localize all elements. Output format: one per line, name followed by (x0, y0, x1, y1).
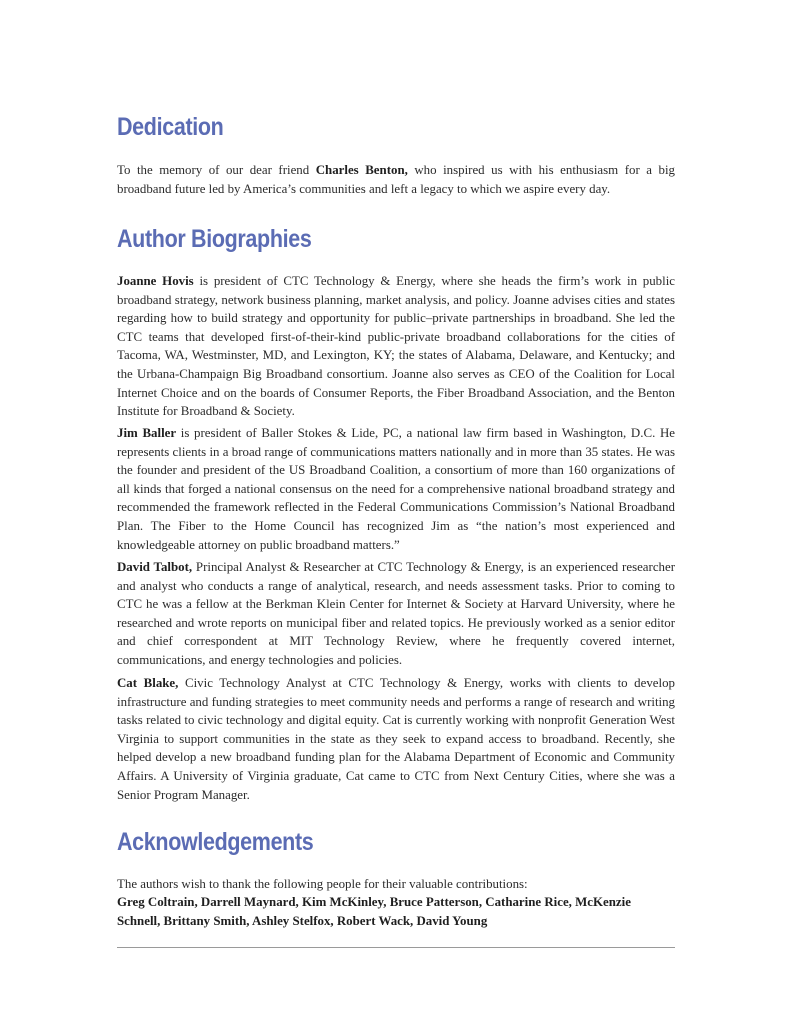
bio-jim-baller (117, 424, 675, 554)
dedication-name: Charles Benton, (315, 163, 408, 177)
dedication-paragraph (117, 161, 675, 198)
bio-joanne-hovis (117, 272, 675, 421)
bio-text: Civic Technology Analyst at CTC Technology & Energy, works with clients to develop infrastructure and funding strategies to meet community needs and performs a range of research and writing tasks related to civic technology and digital equity. Cat is currently working with nonprofit Generation West Virginia to support communities in the state as they seek to expand access to broadband. Recently, she helped develop a new broadband funding plan for the Alabama Department of Economic and Community Affairs. A University of Virginia graduate, Cat came to CTC from Next Century Cities, where she was a Senior Program Manager. (117, 676, 675, 802)
bio-name: Cat Blake, (117, 676, 179, 690)
bio-name: Jim Baller (117, 426, 177, 440)
dedication-pre: To the memory of our dear friend (117, 163, 316, 177)
footer-divider (117, 947, 675, 948)
bio-name: David Talbot, (117, 560, 193, 574)
bio-text: is president of Baller Stokes & Lide, PC, a national law firm based in Washington, D.C. He represents clients in a broad range of communications matters nationally and in more than 35 states. He was the founder and president of the US Broadband Coalition, a consortium of more than 160 organizations of all kinds that forged a national consensus on the need for a comprehensive national broadband strategy and recommended the framework reflected in the Federal Communications Commission’s National Broadband Plan. The Fiber to the Home Council has recognized Jim as “the nation’s most experienced and knowledgeable attorney on public broadband matters.” (117, 426, 675, 552)
bio-text: Principal Analyst & Researcher at CTC Technology & Energy, is an experienced researcher and analyst who conducts a range of analytical, research, and needs assessment tasks. Prior to coming to CTC he was a fellow at the Berkman Klein Center for Internet & Society at Harvard University, where he researched and wrote reports on municipal fiber and related topics. He previously worked as a senior editor and chief correspondent at MIT Technology Review, where he frequently covered internet, communications, and energy technologies and policies. (117, 560, 676, 667)
dedication-post: who inspired us with his enthusiasm for a big broadband future led by America’s communities and left a legacy to which we aspire every day. (117, 163, 675, 196)
author-biographies-heading: Author Biographies (117, 225, 312, 253)
bio-cat-blake (117, 674, 675, 804)
bio-name: Joanne Hovis (117, 274, 194, 288)
bio-text: is president of CTC Technology & Energy, where she heads the firm’s work in public broadband strategy, network business planning, market analysis, and policy. Joanne advises cities and states regarding how to build strategy and opportunity for public–private partnerships in broadband. She led the CTC teams that developed first-of-their-kind public-private broadband collaborations for the cities of Tacoma, WA, Westminster, MD, and Lexington, KY; the states of Alabama, Delaware, and Kentucky; and the Urbana-Champaign Big Broadband consortium. Joanne also serves as CEO of the Coalition for Local Internet Choice and on the boards of Consumer Reports, the Fiber Broadband Association, and the Benton Institute for Broadband & Society. (117, 274, 675, 419)
bio-david-talbot (117, 558, 675, 670)
acknowledgements-names: Greg Coltrain, Darrell Maynard, Kim McKinley, Bruce Patterson, Catharine Rice, McKenzie Schnell, Brittany Smith, Ashley Stelfox, Robert Wack, David Young (117, 895, 631, 928)
dedication-heading: Dedication (117, 113, 224, 141)
acknowledgements-heading: Acknowledgements (117, 828, 314, 856)
acknowledgements-intro: The authors wish to thank the following people for their valuable contributions: (117, 877, 528, 891)
